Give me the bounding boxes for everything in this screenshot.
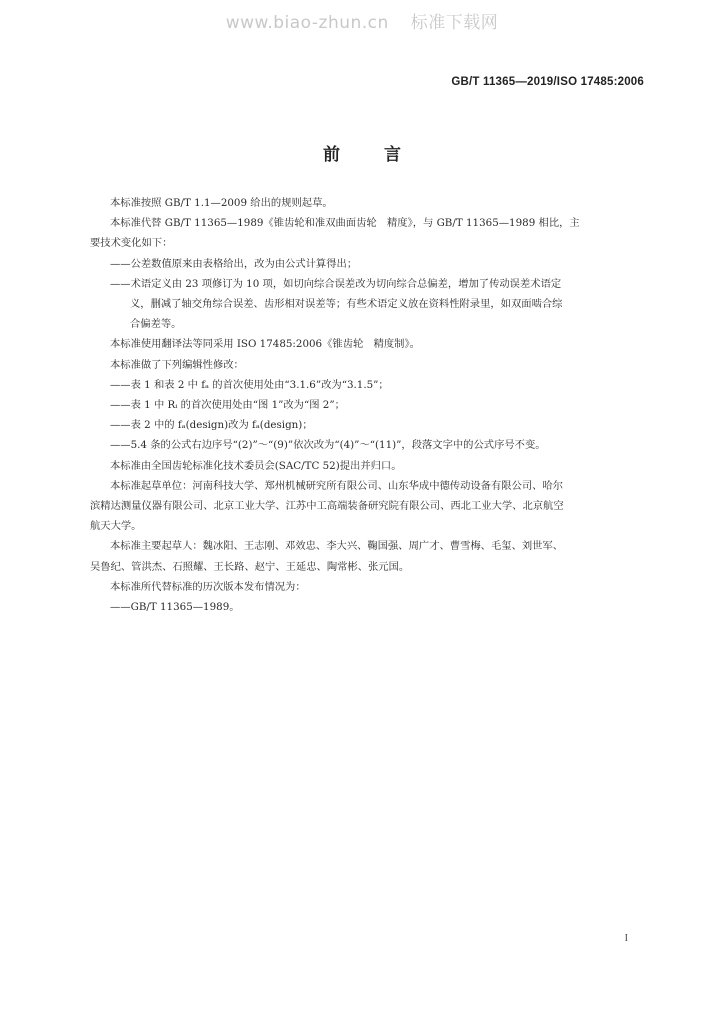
history-item-1: ——GB/T 11365—1989。: [110, 601, 240, 614]
paragraph-drafters-line1: 本标准主要起草人：魏冰阳、王志刚、邓效忠、李大兴、鞠国强、周广才、曹雪梅、毛玺、刘世军、: [110, 540, 564, 553]
editorial-item-3: ——表 2 中的 fₐ(design)改为 fₐ(design)；: [110, 419, 313, 432]
paragraph-drafters-line2: 吴鲁纪、管洪杰、石照耀、王长路、赵宁、王延忠、陶常彬、张元国。: [90, 560, 410, 573]
change-item-terms-line1: ——术语定义由 23 项修订为 10 项，如切向综合误差改为切向综合总偏差，增加了传动误差术语定: [110, 277, 562, 290]
change-item-terms-line3: 合偏差等。: [130, 318, 182, 331]
paragraph-replaces-line1: 本标准代替 GB/T 11365—1989《锥齿轮和准双曲面齿轮 精度》，与 GB/T 11365—1989 相比，主: [110, 217, 580, 230]
editorial-item-4: ——5.4 条的公式右边序号“(2)”～“(9)”依次改为“(4)”～“(11)”，段落文字中的公式序号不变。: [110, 439, 546, 452]
paragraph-editorial-intro: 本标准做了下列编辑性修改：: [110, 358, 244, 371]
document-body: [90, 193, 646, 617]
paragraph-replaces-line2: 要技术变化如下：: [90, 237, 173, 250]
watermark-site: 标准下载网: [410, 13, 499, 33]
watermark-url: www.biao-zhun.cn: [225, 13, 389, 33]
page-number: I: [624, 933, 628, 944]
change-item-terms-line2: 义，删减了轴交角综合误差、齿形相对误差等；有些术语定义放在资料性附录里，如双面啮合综: [130, 298, 563, 311]
paragraph-translation: 本标准使用翻译法等同采用 ISO 17485:2006《锥齿轮 精度制》。: [110, 338, 420, 351]
editorial-item-2: ——表 1 中 Rᵢ 的首次使用处由“图 1”改为“图 2”；: [110, 399, 345, 412]
page-title: [0, 140, 724, 165]
change-item-tolerance: ——公差数值原来由表格给出，改为由公式计算得出；: [110, 257, 358, 270]
paragraph-drafting-units-line3: 航天大学。: [90, 520, 142, 533]
paragraph-drafting-rules: 本标准按照 GB/T 1.1—2009 给出的规则起草。: [110, 197, 333, 209]
paragraph-committee: 本标准由全国齿轮标准化技术委员会(SAC/TC 52)提出并归口。: [110, 459, 402, 472]
paragraph-history-intro: 本标准所代替标准的历次版本发布情况为：: [110, 580, 306, 593]
title-part-1: 前: [323, 145, 340, 165]
paragraph-drafting-units-line2: 滨精达测量仪器有限公司、北京工业大学、江苏中工高端装备研究院有限公司、西北工业大学、北京航空: [90, 500, 564, 513]
editorial-item-1: ——表 1 和表 2 中 fₐ 的首次使用处由“3.1.6”改为“3.1.5”；: [110, 378, 389, 391]
paragraph-drafting-units-line1: 本标准起草单位：河南科技大学、郑州机械研究所有限公司、山东华成中德传动设备有限公司、哈尔: [110, 479, 564, 492]
standard-number: GB/T 11365—2019/ISO 17485:2006: [451, 76, 644, 88]
watermark: [0, 8, 724, 33]
title-part-2: 言: [384, 145, 401, 165]
